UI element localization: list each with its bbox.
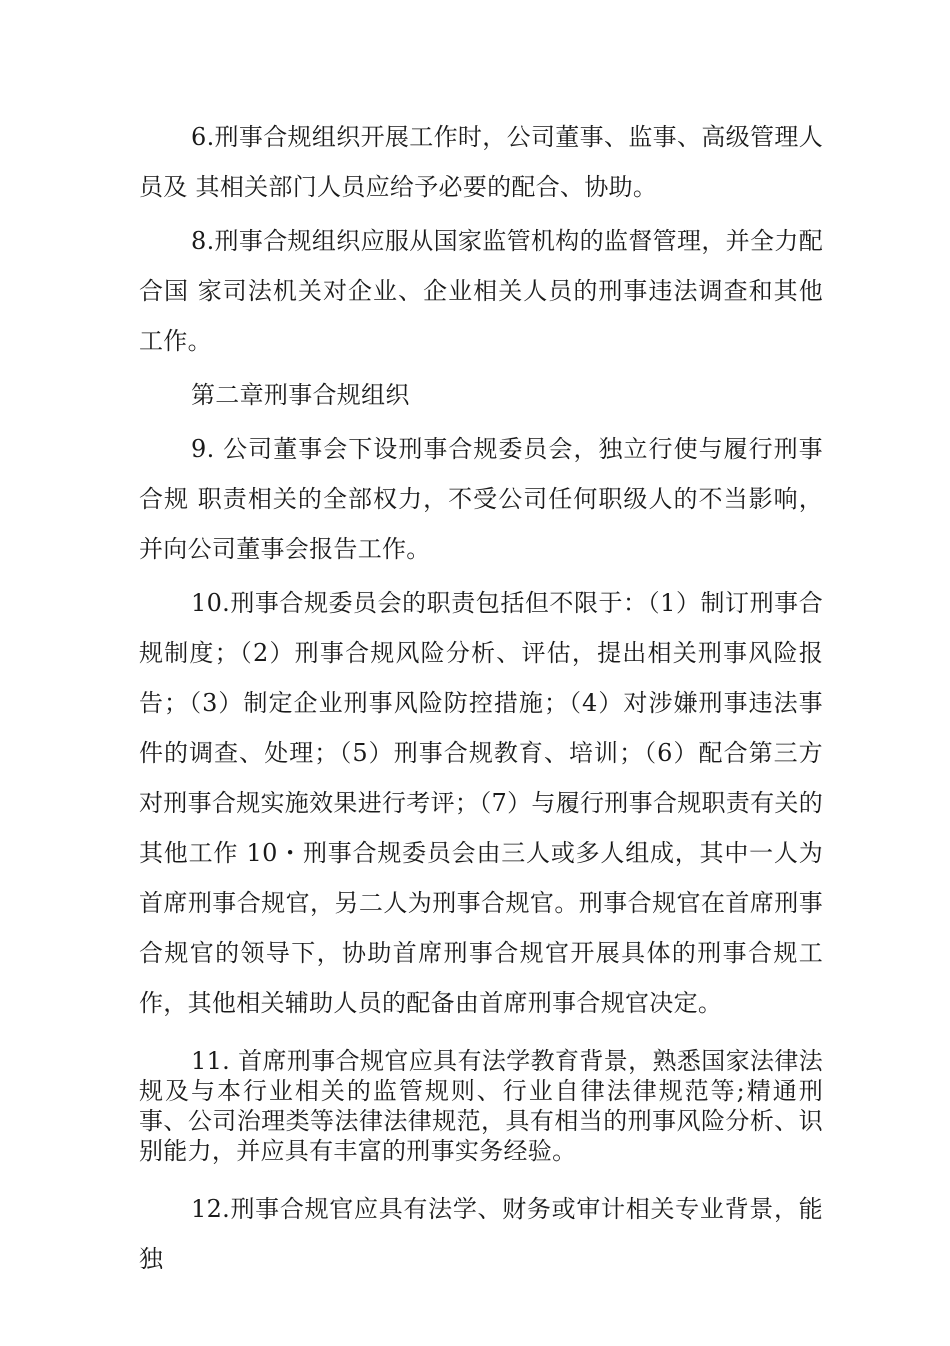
chapter-heading: 第二章刑事合规组织: [191, 381, 410, 409]
paragraph-11: 11. 首席刑事合规官应具有法学教育背景，熟悉国家法律法规及与本行业相关的监管规则、行业自律法律规范等;精通刑事、公司治理类等法律法律规范，具有相当的刑事风险分析、识别能力，并应具有丰富的刑事实务经验。: [139, 1047, 823, 1165]
paragraph-10: 10.刑事合规委员会的职责包括但不限于：（1）制订刑事合规制度；（2）刑事合规风险分析、评估，提出相关刑事风险报告；（3）制定企业刑事风险防控措施；（4）对涉嫌刑事违法事件的调查、处理；（5）刑事合规教育、培训；（6）配合第三方对刑事合规实施效果进行考评；（7）与履行刑事合规职责有关的其他工作 10・刑事合规委员会由三人或多人组成，其中一人为首席刑事合规官，另二人为刑事合规官。刑事合规官在首席刑事合规官的领导下，协助首席刑事合规官开展具体的刑事合规工作，其他相关辅助人员的配备由首席刑事合规官决定。: [139, 589, 823, 1017]
paragraph-12: 12.刑事合规官应具有法学、财务或审计相关专业背景，能独: [139, 1195, 823, 1273]
paragraph-6: 6.刑事合规组织开展工作时，公司董事、监事、高级管理人员及 其相关部门人员应给予必要的配合、协助。: [139, 123, 823, 201]
paragraph-8: 8.刑事合规组织应服从国家监管机构的监督管理，并全力配合国 家司法机关对企业、企业相关人员的刑事违法调查和其他工作。: [139, 227, 823, 355]
document-body: [139, 112, 823, 1284]
paragraph-9: 9. 公司董事会下设刑事合规委员会，独立行使与履行刑事合规 职责相关的全部权力，不受公司任何职级人的不当影响，并向公司董事会报告工作。: [139, 435, 823, 563]
